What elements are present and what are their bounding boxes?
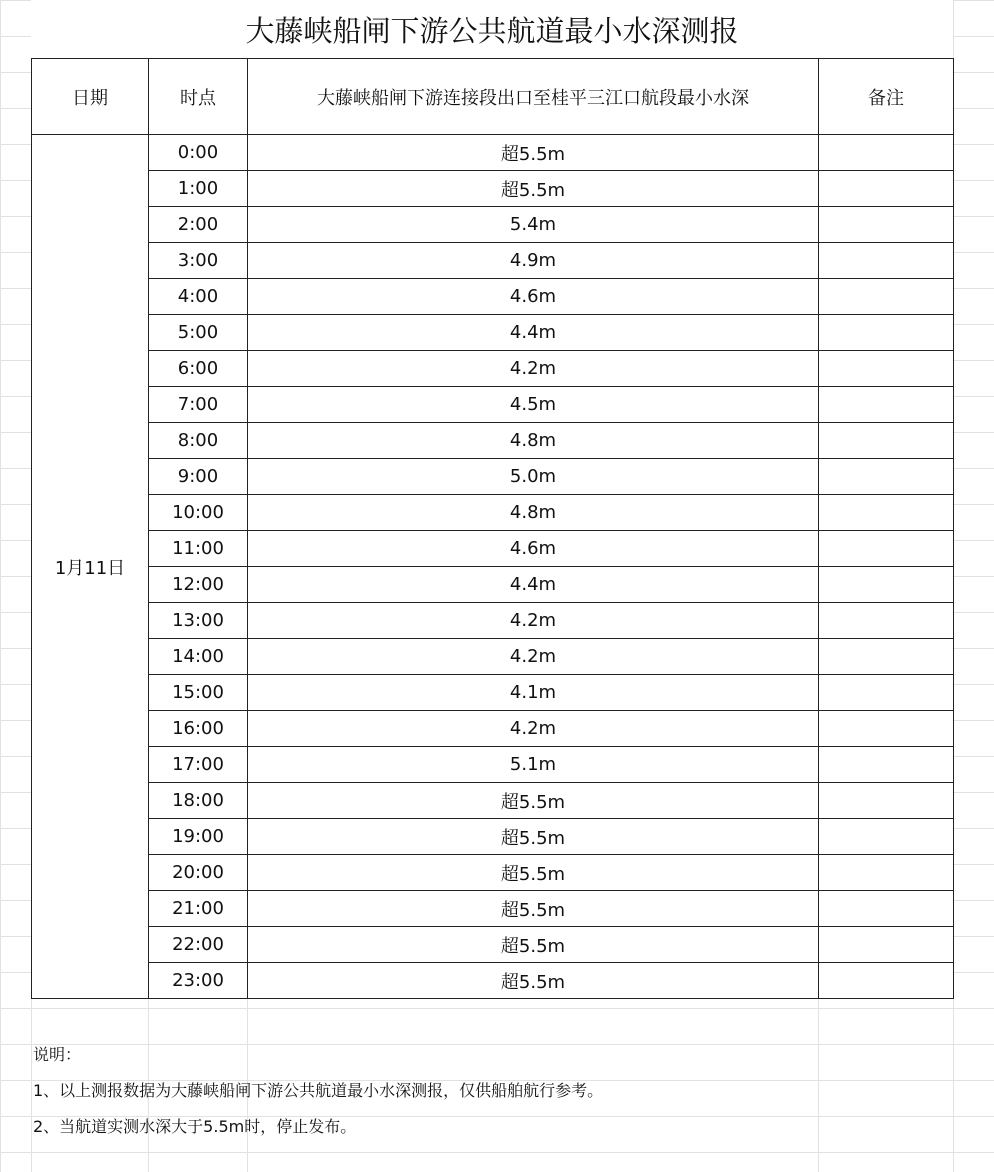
table-row bbox=[32, 783, 954, 819]
time-cell[interactable]: 6:00 bbox=[149, 351, 248, 387]
table-row bbox=[32, 711, 954, 747]
table-row bbox=[32, 603, 954, 639]
remark-cell[interactable] bbox=[819, 891, 954, 927]
remark-cell[interactable] bbox=[819, 819, 954, 855]
table-row bbox=[32, 459, 954, 495]
time-cell[interactable]: 12:00 bbox=[149, 567, 248, 603]
time-cell[interactable]: 7:00 bbox=[149, 387, 248, 423]
depth-cell[interactable]: 4.2m bbox=[248, 639, 819, 675]
remark-cell[interactable] bbox=[819, 531, 954, 567]
remark-cell[interactable] bbox=[819, 603, 954, 639]
time-cell[interactable]: 9:00 bbox=[149, 459, 248, 495]
table-row bbox=[32, 819, 954, 855]
time-cell[interactable]: 2:00 bbox=[149, 207, 248, 243]
depth-cell[interactable]: 超5.5m bbox=[248, 891, 819, 927]
table-row bbox=[32, 243, 954, 279]
depth-cell[interactable]: 超5.5m bbox=[248, 171, 819, 207]
table-row bbox=[32, 315, 954, 351]
remark-cell[interactable] bbox=[819, 459, 954, 495]
time-cell[interactable]: 10:00 bbox=[149, 495, 248, 531]
remark-cell[interactable] bbox=[819, 927, 954, 963]
table-row bbox=[32, 171, 954, 207]
report-title: 大藤峡船闸下游公共航道最小水深测报 bbox=[31, 0, 953, 58]
time-cell[interactable]: 16:00 bbox=[149, 711, 248, 747]
depth-cell[interactable]: 4.2m bbox=[248, 603, 819, 639]
notes-line-2: 2、当航道实测水深大于5.5m时，停止发布。 bbox=[33, 1117, 357, 1136]
remark-cell[interactable] bbox=[819, 711, 954, 747]
table-row bbox=[32, 675, 954, 711]
remark-cell[interactable] bbox=[819, 243, 954, 279]
time-cell[interactable]: 14:00 bbox=[149, 639, 248, 675]
depth-cell[interactable]: 5.1m bbox=[248, 747, 819, 783]
depth-cell[interactable]: 4.2m bbox=[248, 711, 819, 747]
depth-cell[interactable]: 超5.5m bbox=[248, 135, 819, 171]
header-time[interactable]: 时点 bbox=[149, 59, 248, 135]
table-row bbox=[32, 891, 954, 927]
time-cell[interactable]: 5:00 bbox=[149, 315, 248, 351]
remark-cell[interactable] bbox=[819, 387, 954, 423]
table-row bbox=[32, 927, 954, 963]
table-row bbox=[32, 495, 954, 531]
depth-cell[interactable]: 超5.5m bbox=[248, 783, 819, 819]
remark-cell[interactable] bbox=[819, 423, 954, 459]
depth-cell[interactable]: 5.4m bbox=[248, 207, 819, 243]
table-body bbox=[32, 135, 954, 999]
depth-cell[interactable]: 5.0m bbox=[248, 459, 819, 495]
depth-cell[interactable]: 4.5m bbox=[248, 387, 819, 423]
table-row bbox=[32, 855, 954, 891]
table-row bbox=[32, 567, 954, 603]
notes-line-1: 1、以上测报数据为大藤峡船闸下游公共航道最小水深测报，仅供船舶航行参考。 bbox=[33, 1081, 604, 1100]
table-row bbox=[32, 387, 954, 423]
remark-cell[interactable] bbox=[819, 783, 954, 819]
header-date[interactable]: 日期 bbox=[32, 59, 149, 135]
time-cell[interactable]: 23:00 bbox=[149, 963, 248, 999]
table-row bbox=[32, 351, 954, 387]
table-row bbox=[32, 531, 954, 567]
remark-cell[interactable] bbox=[819, 495, 954, 531]
time-cell[interactable]: 18:00 bbox=[149, 783, 248, 819]
depth-cell[interactable]: 4.1m bbox=[248, 675, 819, 711]
depth-cell[interactable]: 4.8m bbox=[248, 423, 819, 459]
remark-cell[interactable] bbox=[819, 963, 954, 999]
time-cell[interactable]: 21:00 bbox=[149, 891, 248, 927]
table-row bbox=[32, 963, 954, 999]
time-cell[interactable]: 22:00 bbox=[149, 927, 248, 963]
depth-cell[interactable]: 4.2m bbox=[248, 351, 819, 387]
header-depth[interactable]: 大藤峡船闸下游连接段出口至桂平三江口航段最小水深 bbox=[248, 59, 819, 135]
time-cell[interactable]: 11:00 bbox=[149, 531, 248, 567]
depth-cell[interactable]: 4.4m bbox=[248, 567, 819, 603]
time-cell[interactable]: 13:00 bbox=[149, 603, 248, 639]
table-row bbox=[32, 279, 954, 315]
time-cell[interactable]: 0:00 bbox=[149, 135, 248, 171]
time-cell[interactable]: 1:00 bbox=[149, 171, 248, 207]
depth-cell[interactable]: 4.8m bbox=[248, 495, 819, 531]
header-remark[interactable]: 备注 bbox=[819, 59, 954, 135]
time-cell[interactable]: 8:00 bbox=[149, 423, 248, 459]
time-cell[interactable]: 19:00 bbox=[149, 819, 248, 855]
remark-cell[interactable] bbox=[819, 747, 954, 783]
depth-cell[interactable]: 4.4m bbox=[248, 315, 819, 351]
table-row bbox=[32, 423, 954, 459]
time-cell[interactable]: 4:00 bbox=[149, 279, 248, 315]
date-cell[interactable]: 1月11日 bbox=[32, 135, 149, 999]
depth-cell[interactable]: 超5.5m bbox=[248, 963, 819, 999]
remark-cell[interactable] bbox=[819, 855, 954, 891]
time-cell[interactable]: 17:00 bbox=[149, 747, 248, 783]
depth-report-table bbox=[31, 58, 954, 999]
remark-cell[interactable] bbox=[819, 639, 954, 675]
depth-cell[interactable]: 超5.5m bbox=[248, 819, 819, 855]
depth-cell[interactable]: 4.6m bbox=[248, 279, 819, 315]
time-cell[interactable]: 20:00 bbox=[149, 855, 248, 891]
table-row bbox=[32, 135, 954, 171]
notes-heading: 说明： bbox=[33, 1045, 82, 1064]
table-row bbox=[32, 639, 954, 675]
table-row bbox=[32, 207, 954, 243]
table-row bbox=[32, 747, 954, 783]
remark-cell[interactable] bbox=[819, 135, 954, 171]
remark-cell[interactable] bbox=[819, 351, 954, 387]
remark-cell[interactable] bbox=[819, 675, 954, 711]
depth-cell[interactable]: 4.9m bbox=[248, 243, 819, 279]
remark-cell[interactable] bbox=[819, 207, 954, 243]
remark-cell[interactable] bbox=[819, 315, 954, 351]
remark-cell[interactable] bbox=[819, 171, 954, 207]
time-cell[interactable]: 3:00 bbox=[149, 243, 248, 279]
remark-cell[interactable] bbox=[819, 567, 954, 603]
depth-cell[interactable]: 超5.5m bbox=[248, 855, 819, 891]
time-cell[interactable]: 15:00 bbox=[149, 675, 248, 711]
remark-cell[interactable] bbox=[819, 279, 954, 315]
depth-cell[interactable]: 超5.5m bbox=[248, 927, 819, 963]
depth-cell[interactable]: 4.6m bbox=[248, 531, 819, 567]
header-row bbox=[32, 59, 954, 135]
